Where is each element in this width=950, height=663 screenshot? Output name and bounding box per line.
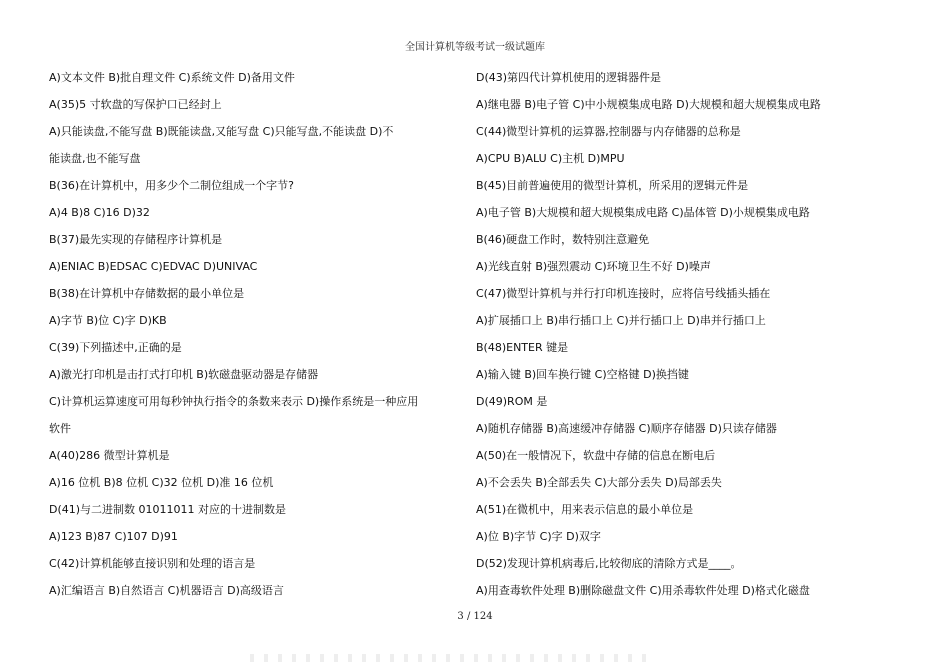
question-line: B(37)最先实现的存储程序计算机是 [49, 233, 223, 246]
question-line: D(49)ROM 是 [476, 395, 548, 408]
question-line: A)不会丢失 B)全部丢失 C)大部分丢失 D)局部丢失 [476, 476, 722, 489]
question-line: A(51)在微机中，用来表示信息的最小单位是 [476, 503, 694, 516]
question-line: B(38)在计算机中存储数据的最小单位是 [49, 287, 245, 300]
question-line: B(48)ENTER 键是 [476, 341, 569, 354]
question-line: A)激光打印机是击打式打印机 B)软磁盘驱动器是存储器 [49, 368, 319, 381]
left-column [49, 64, 469, 604]
question-line: A)CPU B)ALU C)主机 D)MPU [476, 152, 625, 165]
question-line: A(35)5 寸软盘的写保护口已经封上 [49, 98, 222, 111]
question-line: A)位 B)字节 C)字 D)双字 [476, 530, 601, 543]
question-line: C(44)微型计算机的运算器,控制器与内存储器的总称是 [476, 125, 741, 138]
question-line: D(41)与二进制数 01011011 对应的十进制数是 [49, 503, 287, 516]
question-line: C(42)计算机能够直接识别和处理的语言是 [49, 557, 256, 570]
question-line: D(52)发现计算机病毒后,比较彻底的清除方式是____。 [476, 557, 742, 570]
question-line: A)只能读盘,不能写盘 B)既能读盘,又能写盘 C)只能写盘,不能读盘 D)不 [49, 125, 394, 138]
page-number: 3 / 124 [457, 611, 493, 622]
question-line: D(43)第四代计算机使用的逻辑器件是 [476, 71, 662, 84]
question-line: A)用查毒软件处理 B)删除磁盘文件 C)用杀毒软件处理 D)格式化磁盘 [476, 584, 810, 597]
question-line: A)ENIAC B)EDSAC C)EDVAC D)UNIVAC [49, 260, 258, 273]
question-line: A)123 B)87 C)107 D)91 [49, 530, 178, 543]
right-column [476, 64, 896, 604]
bottom-artifact [250, 654, 650, 662]
question-line: A)输入键 B)回车换行键 C)空格键 D)换挡键 [476, 368, 689, 381]
question-line: A(40)286 微型计算机是 [49, 449, 170, 462]
question-line: A)16 位机 B)8 位机 C)32 位机 D)准 16 位机 [49, 476, 274, 489]
question-line: A)电子管 B)大规模和超大规模集成电路 C)晶体管 D)小规模集成电路 [476, 206, 810, 219]
question-line: A)扩展插口上 B)串行插口上 C)并行插口上 D)串并行插口上 [476, 314, 766, 327]
question-line: A)4 B)8 C)16 D)32 [49, 206, 150, 219]
question-line: A)光线直射 B)强烈震动 C)环境卫生不好 D)噪声 [476, 260, 711, 273]
question-line: B(46)硬盘工作时，数特别注意避免 [476, 233, 650, 246]
question-line: B(45)目前普遍使用的微型计算机，所采用的逻辑元件是 [476, 179, 749, 192]
question-line: A)随机存储器 B)高速缓冲存储器 C)顺序存储器 D)只读存储器 [476, 422, 777, 435]
question-line: A(50)在一般情况下，软盘中存储的信息在断电后 [476, 449, 716, 462]
question-line: 软件 [49, 422, 71, 435]
question-line: A)字节 B)位 C)字 D)KB [49, 314, 167, 327]
question-line: C)计算机运算速度可用每秒钟执行指令的条数来表示 D)操作系统是一种应用 [49, 395, 419, 408]
question-line: C(39)下列描述中,正确的是 [49, 341, 182, 354]
question-line: B(36)在计算机中，用多少个二制位组成一个字节? [49, 179, 294, 192]
question-line: A)汇编语言 B)自然语言 C)机器语言 D)高级语言 [49, 584, 284, 597]
question-line: A)继电器 B)电子管 C)中小规模集成电路 D)大规模和超大规模集成电路 [476, 98, 821, 111]
question-line: A)文本文件 B)批自理文件 C)系统文件 D)备用文件 [49, 71, 295, 84]
question-line: 能读盘,也不能写盘 [49, 152, 141, 165]
question-line: C(47)微型计算机与并行打印机连接时，应将信号线插头插在 [476, 287, 771, 300]
page-header: 全国计算机等级考试一级试题库 [405, 42, 545, 53]
